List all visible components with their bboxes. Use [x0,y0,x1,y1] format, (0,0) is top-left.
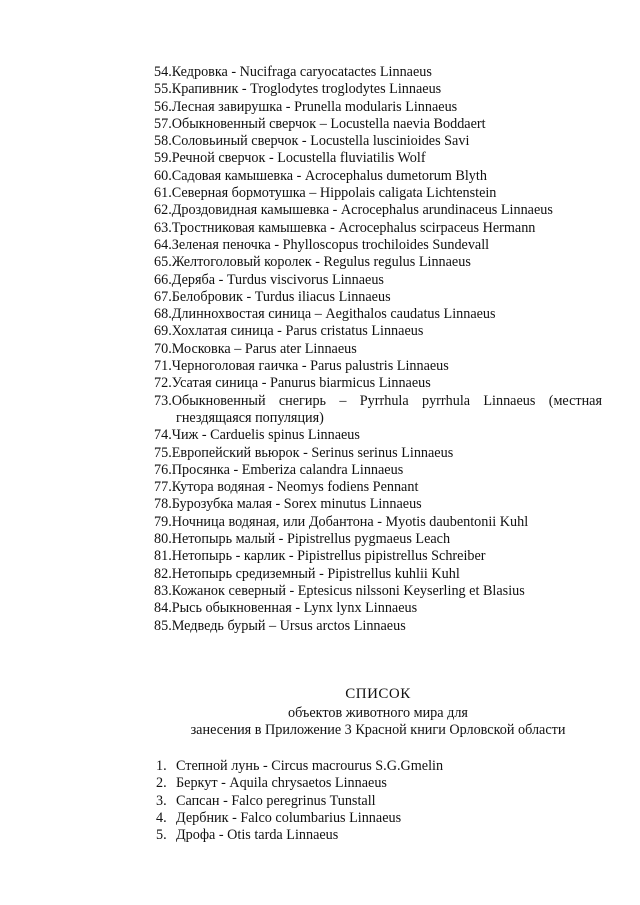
list-item: 72.Усатая синица - Panurus biarmicus Linnaeus [154,375,431,392]
item-text: Степной лунь - Circus macrourus S.G.Gmelin [176,758,444,774]
list-item: 55.Крапивник - Troglodytes troglodytes Linnaeus [154,81,442,98]
list-item: 59.Речной сверчок - Locustella fluviatilis Wolf [154,150,426,167]
list-item: 78.Бурозубка малая - Sorex minutus Linnaeus [154,496,422,513]
list-item: 64.Зеленая пеночка - Phylloscopus trochiloides Sundevall [154,236,490,253]
list-item: 75.Европейский вьюрок - Serinus serinus Linnaeus [154,444,454,461]
list-item [156,810,596,827]
list-item: 56.Лесная завирушка - Prunella modularis Linnaeus [154,98,458,115]
section-title: СПИСОК [345,686,411,702]
item-number: 2. [156,775,167,792]
list-item: 74.Чиж - Carduelis spinus Linnaeus [154,427,360,444]
item-number: 1. [156,758,167,774]
list-item: 63.Тростниковая камышевка - Acrocephalus scirpaceus Hermann [154,219,536,236]
item-text: Дербник - Falco columbarius Linnaeus [176,809,402,826]
list-item: 70.Московка – Parus ater Linnaeus [154,340,357,357]
species-list-appendix [156,758,596,844]
section-subtitle: объектов животного мира для [288,705,468,721]
list-item: 62.Дроздовидная камышевка - Acrocephalus arundinaceus Linnaeus [154,202,553,219]
list-item: 82.Нетопырь средиземный - Pipistrellus kuhlii Kuhl [154,565,460,582]
list-item: 80.Нетопырь малый - Pipistrellus pygmaeus Leach [154,531,451,548]
list-item: 54.Кедровка - Nucifraga caryocatactes Linnaeus [154,64,432,80]
section-subtitle-2: занесения в Приложение 3 Красной книги Орловской области [190,722,566,738]
item-text: Сапсан - Falco peregrinus Tunstall [176,792,376,809]
list-item: 57.Обыкновенный сверчок – Locustella naevia Boddaert [154,115,486,132]
list-item: 68.Длиннохвостая синица – Aegithalos caudatus Linnaeus [154,306,496,323]
list-item: 61.Северная бормотушка – Hippolais caligata Lichtenstein [154,185,497,202]
list-item: 65.Желтоголовый королек - Regulus regulus Linnaeus [154,254,471,271]
list-item [156,827,596,844]
item-text: Дрофа - Otis tarda Linnaeus [176,827,339,844]
list-item: 85.Медведь бурый – Ursus arctos Linnaeus [154,617,406,634]
list-item: 67.Белобровик - Turdus iliacus Linnaeus [154,288,391,305]
list-item: 79.Ночница водяная, или Добантона - Myotis daubentonii Kuhl [154,513,529,530]
list-item: 71.Черноголовая гаичка - Parus palustris Linnaeus [154,358,449,375]
list-item: 81.Нетопырь - карлик - Pipistrellus pipistrellus Schreiber [154,548,486,565]
item-text: Беркут - Aquila chrysaetos Linnaeus [176,775,387,792]
list-item: 76.Просянка - Emberiza calandra Linnaeus [154,461,404,478]
list-item: 83.Кожанок северный - Eptesicus nilssoni Keyserling et Blasius [154,582,525,599]
list-item: 69.Хохлатая синица - Parus cristatus Linnaeus [154,323,424,340]
list-item: 73.Обыкновенный снегирь – Pyrrhula pyrrhula Linnaeus (местная гнездящаяся популяция) [154,392,602,426]
list-item [156,758,596,775]
item-number: 3. [156,792,167,809]
list-item: 66.Деряба - Turdus viscivorus Linnaeus [154,271,384,288]
item-number: 5. [156,827,167,844]
list-item: 58.Соловьиный сверчок - Locustella luscinioides Savi [154,133,470,150]
list-item: 84.Рысь обыкновенная - Lynx lynx Linnaeus [154,600,418,617]
list-item: 60.Садовая камышевка - Acrocephalus dumetorum Blyth [154,167,487,184]
list-item: 77.Кутора водяная - Neomys fodiens Pennant [154,479,419,496]
list-item [156,793,596,810]
item-number: 4. [156,809,167,826]
list-item [156,775,596,792]
species-list-main [154,64,602,635]
